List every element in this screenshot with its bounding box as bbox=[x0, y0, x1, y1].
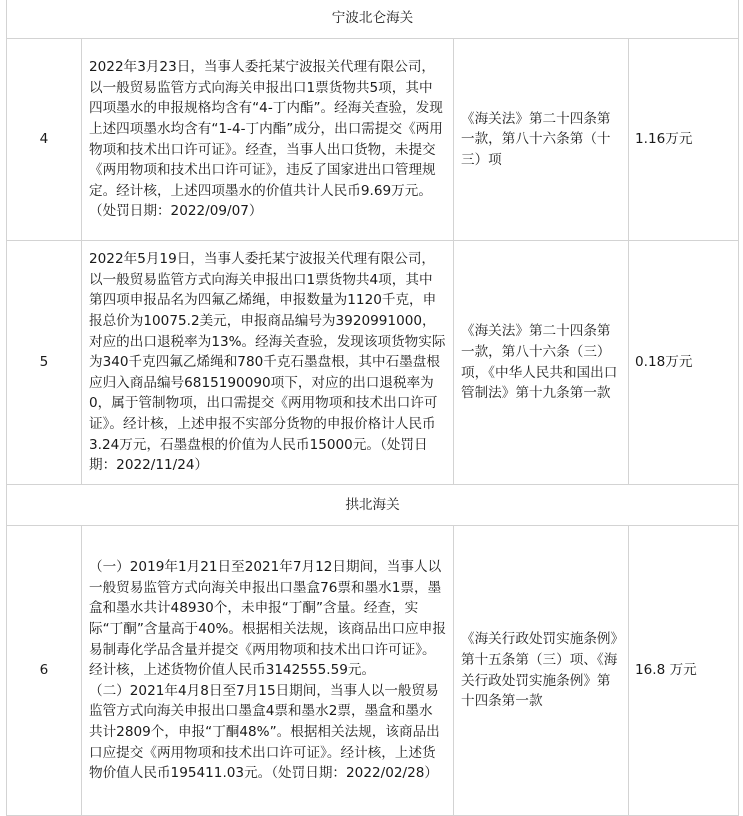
legal-basis: 《海关行政处罚实施条例》第十五条第（三）项、《海关行政处罚实施条例》第十四条第一款 bbox=[454, 526, 629, 816]
penalty-amount: 1.16万元 bbox=[629, 39, 739, 241]
penalty-amount: 0.18万元 bbox=[629, 241, 739, 485]
case-description bbox=[82, 526, 454, 816]
section-row bbox=[7, 485, 739, 526]
penalty-amount: 16.8 万元 bbox=[629, 526, 739, 816]
section-title: 拱北海关 bbox=[7, 485, 739, 526]
description-paragraph: （二）2021年4月8日至7月15日期间，当事人以一般贸易监管方式向海关申报出口墨盒4票和墨水2票，墨盒和墨水共计2809个，申报“丁酮48%”。根据相关法规，该商品出口应提交《两用物项和技术出口许可证》。经计核，上述货物价值人民币195411.03元。（处罚日期：2022/02/28） bbox=[89, 682, 440, 782]
section-title: 宁波北仑海关 bbox=[7, 0, 739, 39]
description-paragraph: （一）2019年1月21日至2021年7月12日期间，当事人以一般贸易监管方式向海关申报出口墨盒76票和墨水1票，墨盒和墨水共计48930个，未申报“丁酮”含量。经查，实际“丁酮”含量高于40%。根据相关法规，该商品出口应申报易制毒化学品含量并提交《两用物项和技术出口许可证》。经计核，上述货物价值人民币3142555.59元。 bbox=[89, 559, 446, 679]
table-row bbox=[7, 241, 739, 485]
description-paragraph: 2022年5月19日，当事人委托某宁波报关代理有限公司，以一般贸易监管方式向海关申报出口1票货物共4项，其中第四项申报品名为四氟乙烯绳，申报数量为1120千克，申报总价为10075.2美元，申报商品编号为3920991000，对应的出口退税率为13%。经海关查验，发现该项货物实际为340千克四氟乙烯绳和780千克石墨盘根，其中石墨盘根应归入商品编号6815190090项下，对应的出口退税率为0，属于管制物项，出口需提交《两用物项和技术出口许可证》。经计核，上述申报不实部分货物的申报价格计人民币3.24万元，石墨盘根的价值为人民币15000元。（处罚日期：2022/11/24） bbox=[89, 251, 446, 474]
table-row bbox=[7, 39, 739, 241]
case-index: 6 bbox=[7, 526, 82, 816]
legal-basis: 《海关法》第二十四条第一款，第八十六条（三）项，《中华人民共和国出口管制法》第十九条第一款 bbox=[454, 241, 629, 485]
case-description bbox=[82, 39, 454, 241]
case-index: 4 bbox=[7, 39, 82, 241]
table-row bbox=[7, 526, 739, 816]
case-index: 5 bbox=[7, 241, 82, 485]
description-paragraph: 2022年3月23日，当事人委托某宁波报关代理有限公司，以一般贸易监管方式向海关申报出口1票货物共5项，其中四项墨水的申报规格均含有“4-丁内酯”。经海关查验，发现上述四项墨水均含有“1-4-丁内酯”成分，出口需提交《两用物项和技术出口许可证》。经查，当事人出口货物，未提交《两用物项和技术出口许可证》，违反了国家进出口管理规定。经计核，上述四项墨水的价值共计人民币9.69万元。（处罚日期：2022/09/07） bbox=[89, 59, 443, 220]
case-description bbox=[82, 241, 454, 485]
section-row bbox=[7, 0, 739, 39]
legal-basis: 《海关法》第二十四条第一款，第八十六条第（十三）项 bbox=[454, 39, 629, 241]
penalty-table bbox=[6, 0, 739, 816]
